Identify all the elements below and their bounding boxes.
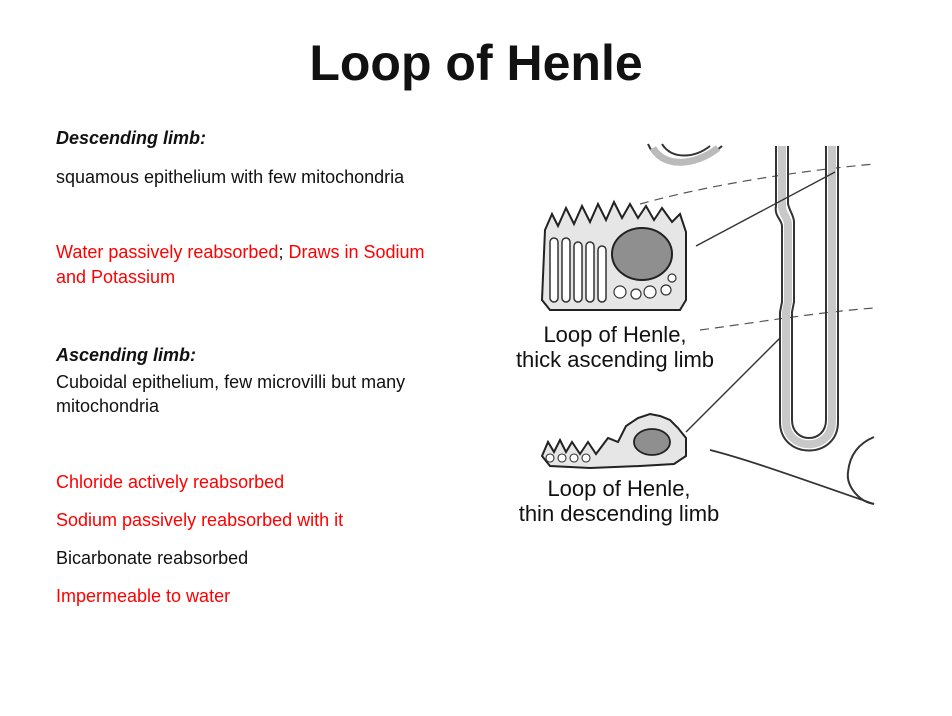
draws-in-text: Draws in Sodium [288, 242, 425, 262]
thin-descending-limb-label [490, 476, 748, 526]
ascending-epithelium-line1: Cuboidal epithelium, few microvilli but many [56, 372, 406, 392]
ascending-epithelium-line2: mitochondria [56, 396, 160, 416]
loop-of-henle-diagram [490, 142, 890, 542]
impermeable-text: Impermeable to water [56, 586, 231, 606]
sodium-text: Sodium passively reabsorbed with it [56, 510, 344, 530]
draws-in-text-line2: and Potassium [56, 267, 176, 287]
descending-limb-heading: Descending limb: [56, 128, 207, 148]
thick-label-line1: Loop of Henle, [543, 322, 687, 347]
slide-title: Loop of Henle [309, 35, 643, 91]
separator-text: ; [278, 242, 284, 262]
ascending-limb-heading: Ascending limb: [56, 345, 197, 365]
bicarbonate-text: Bicarbonate reabsorbed [56, 548, 249, 568]
descending-reabsorption-line1 [56, 240, 425, 264]
descending-epithelium-text: squamous epithelium with few mitochondria [56, 167, 405, 187]
thin-label-line2: thin descending limb [518, 501, 720, 526]
water-reabsorbed-text: Water passively reabsorbed [56, 242, 279, 262]
thin-label-line1: Loop of Henle, [547, 476, 691, 501]
chloride-text: Chloride actively reabsorbed [56, 472, 285, 492]
thick-label-line2: thick ascending limb [515, 347, 715, 372]
thick-ascending-limb-label [490, 322, 740, 372]
